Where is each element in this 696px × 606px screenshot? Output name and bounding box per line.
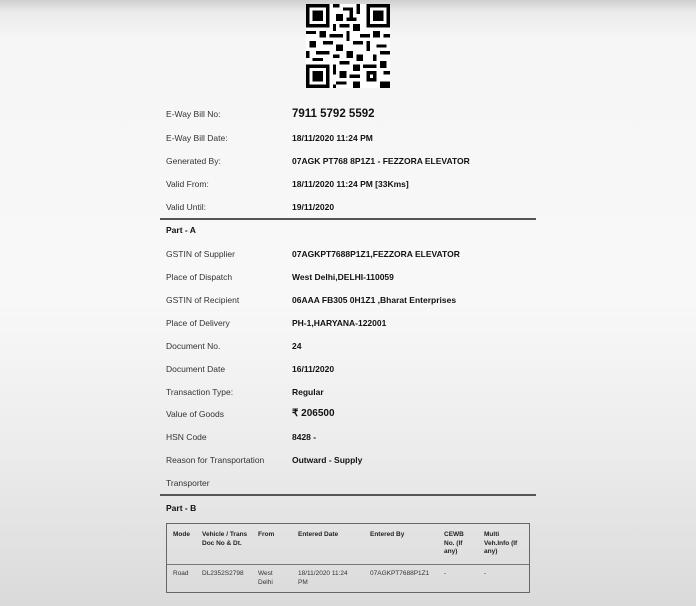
field-value-of-goods — [166, 406, 536, 422]
cell-multi-veh-info: - — [484, 570, 487, 577]
field-label: HSN Code — [166, 432, 207, 442]
field-gstin-supplier — [166, 246, 536, 262]
cell-cewb-no: - — [444, 570, 447, 577]
field-value: 8428 - — [292, 432, 317, 442]
vehicle-details-table — [166, 523, 530, 593]
field-place-of-dispatch — [166, 269, 536, 285]
part-b-title: Part - B — [166, 503, 197, 513]
column-header-entered-by: Entered By — [370, 531, 405, 538]
column-header-entered-date: Entered Date — [298, 531, 339, 538]
field-transporter — [166, 475, 536, 491]
field-value: ₹ 206500 — [292, 408, 335, 419]
field-place-of-delivery — [166, 315, 536, 331]
cell-entered-by: 07AGKPT7688P1Z1 — [370, 570, 430, 577]
cell-vehicle-no: DL2352S2798 — [202, 570, 244, 577]
field-label: E-Way Bill Date: — [166, 133, 228, 143]
field-label: GSTIN of Supplier — [166, 249, 235, 259]
field-eway-bill-date — [166, 130, 536, 146]
field-label: Valid From: — [166, 179, 209, 189]
field-value: 16/11/2020 — [292, 364, 335, 374]
field-document-no — [166, 338, 536, 354]
field-reason-for-transportation — [166, 452, 536, 468]
field-label: Place of Delivery — [166, 318, 230, 328]
eway-bill-number: 7911 5792 5592 — [292, 108, 375, 120]
field-label: Value of Goods — [166, 409, 224, 419]
cell-entered-date: 18/11/2020 11:24 PM — [298, 570, 348, 586]
field-label: Reason for Transportation — [166, 455, 265, 465]
field-label: Valid Until: — [166, 202, 206, 212]
field-label: Transaction Type: — [166, 387, 234, 397]
field-value: PH-1,HARYANA-122001 — [292, 318, 387, 328]
part-a-title: Part - A — [166, 225, 196, 235]
field-value: 18/11/2020 11:24 PM — [292, 133, 373, 143]
field-value: 18/11/2020 11:24 PM [33Kms] — [292, 179, 409, 189]
field-hsn-code — [166, 429, 536, 445]
field-eway-bill-no — [166, 106, 536, 122]
field-label: E-Way Bill No: — [166, 109, 221, 119]
table-header — [167, 524, 529, 565]
field-label: Document No. — [166, 341, 221, 351]
field-label: Generated By: — [166, 156, 221, 166]
qr-code-icon — [306, 4, 390, 88]
column-header-multi-veh-info: Multi Veh.Info (If any) — [484, 531, 518, 555]
column-header-cewb-no: CEWB No. (If any) — [444, 531, 464, 555]
field-label: GSTIN of Recipient — [166, 295, 240, 305]
field-generated-by — [166, 153, 536, 169]
field-value: 07AGKPT7688P1Z1,FEZZORA ELEVATOR — [292, 249, 460, 259]
field-value: 07AGK PT768 8P1Z1 - FEZZORA ELEVATOR — [292, 156, 470, 166]
field-value: 06AAA FB305 0H1Z1 ,Bharat Enterprises — [292, 295, 457, 305]
field-label: Place of Dispatch — [166, 272, 233, 282]
field-value: Outward - Supply — [292, 455, 363, 465]
column-header-vehicle: Vehicle / Trans Doc No & Dt. — [202, 531, 248, 547]
field-value: Regular — [292, 387, 324, 397]
divider — [160, 494, 536, 496]
divider — [160, 218, 536, 220]
cell-from: West Delhi — [258, 570, 273, 586]
field-value: 24 — [292, 341, 302, 351]
field-valid-from — [166, 176, 536, 192]
field-label: Document Date — [166, 364, 226, 374]
field-gstin-recipient — [166, 292, 536, 308]
field-value: 19/11/2020 — [292, 202, 335, 212]
cell-mode: Road — [173, 570, 189, 577]
column-header-mode: Mode — [173, 531, 190, 538]
column-header-from: From — [258, 531, 275, 538]
field-value: West Delhi,DELHI-110059 — [292, 272, 394, 282]
field-transaction-type — [166, 384, 536, 400]
field-valid-until — [166, 199, 536, 215]
field-document-date — [166, 361, 536, 377]
field-label: Transporter — [166, 478, 210, 488]
